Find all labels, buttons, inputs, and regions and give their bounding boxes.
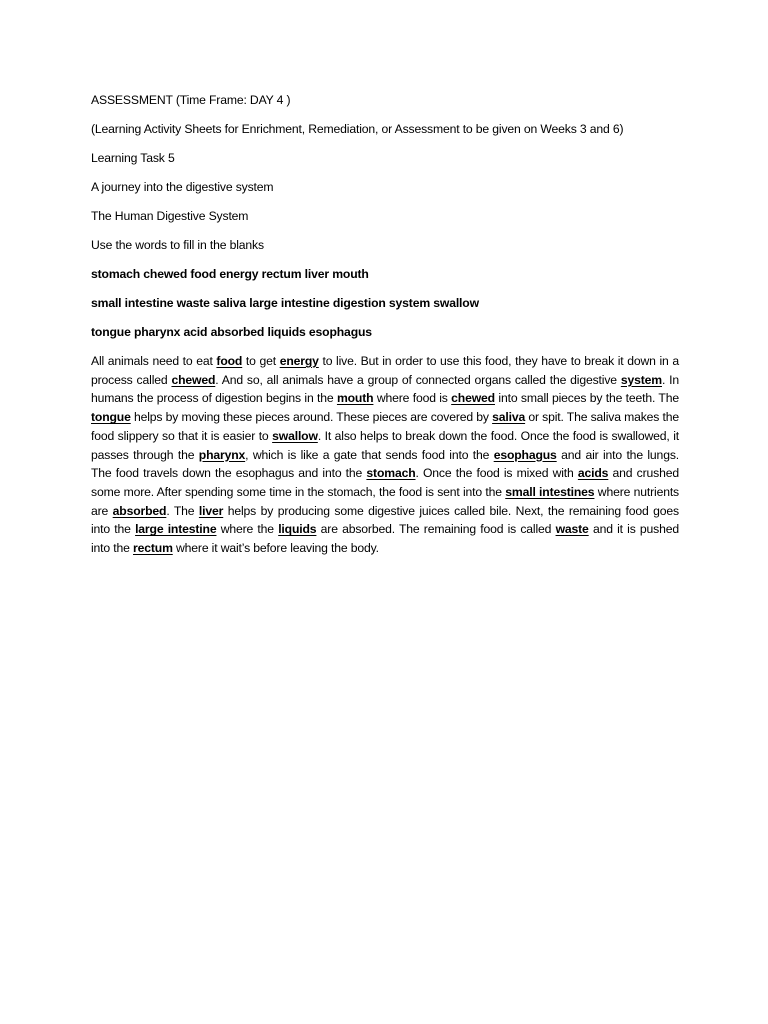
answer-word: small intestines	[505, 484, 595, 499]
word-bank-line: tongue pharynx acid absorbed liquids esophagus	[91, 325, 372, 339]
answer-word: saliva	[492, 410, 526, 425]
answer-word: mouth	[336, 391, 374, 406]
answer-word: acids	[577, 466, 609, 481]
answer-word: large intestine	[135, 522, 217, 537]
learning-task-title: Learning Task 5	[91, 151, 175, 165]
answer-word: waste	[555, 522, 589, 537]
answer-word: chewed	[171, 372, 216, 387]
assessment-heading: ASSESSMENT (Time Frame: DAY 4 )	[91, 93, 291, 107]
answer-word: system	[620, 372, 662, 387]
word-bank-line: stomach chewed food energy rectum liver mouth	[91, 267, 369, 281]
answer-word: energy	[279, 354, 319, 368]
answer-word: swallow	[272, 428, 318, 443]
word-bank-line: small intestine waste saliva large intestine digestion system swallow	[91, 296, 479, 310]
instructions: Use the words to fill in the blanks	[91, 238, 264, 252]
learning-sheets-note: (Learning Activity Sheets for Enrichment, Remediation, or Assessment to be given on Weeks 3 and 6)	[91, 122, 624, 136]
answer-word: rectum	[133, 541, 173, 556]
answer-word: food	[216, 354, 243, 368]
answer-word: esophagus	[493, 447, 557, 462]
fill-in-paragraph: All animals need to eat food to get energy to live. But in order to use this food, they have to break it down in a process called chewed. And so, all animals have a group of connected organs called the digestive system. In humans the process of digestion begins in the mouth where food is chewed into small pieces by the teeth. The tongue helps by moving these pieces around. These pieces are covered by saliva or spit. The saliva makes the food slippery so that it is easier to swallow. It also helps to break down the food. Once the food is swallowed, it passes through the pharynx, which is like a gate that sends food into the esophagus and air into the lungs. The food travels down the esophagus and into the stomach. Once the food is mixed with acids and crushed some more. After spending some time in the stomach, the food is sent into the small intestines where nutrients are absorbed. The liver helps by producing some digestive juices called bile. Next, the remaining food goes into the large intestine where the liquids are absorbed. The remaining food is called waste and it is pushed into the rectum where it wait’s before leaving the body.	[91, 354, 680, 556]
journey-subtitle: A journey into the digestive system	[91, 180, 274, 194]
answer-word: pharynx	[198, 447, 246, 462]
document-page	[91, 92, 679, 558]
digestive-system-title: The Human Digestive System	[91, 209, 249, 223]
answer-word: absorbed	[112, 503, 167, 518]
answer-word: liver	[198, 503, 224, 518]
answer-word: stomach	[366, 466, 416, 481]
answer-word: chewed	[451, 391, 495, 406]
answer-word: tongue	[91, 410, 131, 425]
answer-word: liquids	[278, 522, 317, 537]
